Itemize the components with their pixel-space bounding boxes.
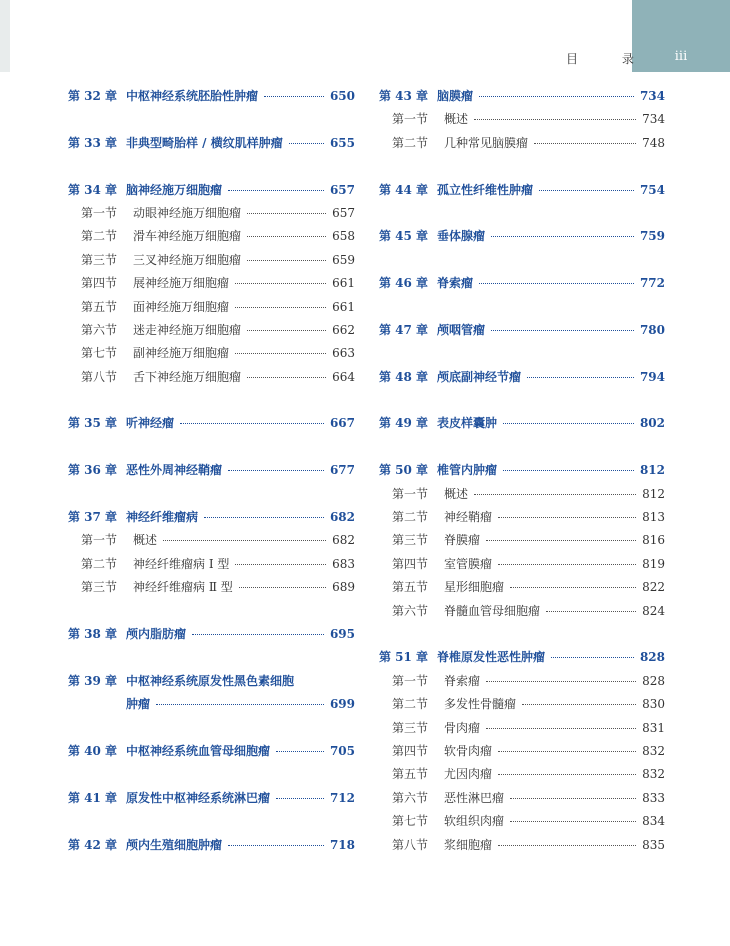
toc-leader-dots bbox=[498, 750, 636, 752]
toc-entry-title: 多发性骨髓瘤 bbox=[444, 697, 517, 712]
toc-entry-number: 第 48 章 bbox=[379, 369, 429, 384]
toc-entry-number: 第 43 章 bbox=[379, 89, 429, 103]
toc-entry-title: 脑膜瘤 bbox=[437, 89, 474, 103]
toc-entry-title: 三叉神经施万细胞瘤 bbox=[133, 252, 242, 267]
toc-entry-title: 舌下神经施万细胞瘤 bbox=[133, 369, 242, 384]
toc-entry-page: 812 bbox=[642, 486, 665, 501]
toc-leader-dots bbox=[546, 610, 636, 612]
toc-entry-title: 神经鞘瘤 bbox=[444, 510, 493, 525]
toc-leader-dots bbox=[247, 235, 326, 237]
toc-chapter-entry[interactable] bbox=[68, 461, 355, 484]
toc-entry-number: 第四节 bbox=[81, 276, 118, 291]
toc-section-entry[interactable] bbox=[379, 789, 665, 812]
toc-section-entry[interactable] bbox=[68, 368, 355, 391]
toc-entry-page: 816 bbox=[642, 533, 665, 548]
toc-entry-title: 中枢神经系统原发性黑色素细胞 bbox=[126, 673, 295, 688]
toc-leader-dots bbox=[247, 212, 326, 214]
toc-entry-number: 第四节 bbox=[392, 556, 429, 571]
toc-entry-page: 813 bbox=[642, 510, 665, 525]
toc-entry-number: 第 51 章 bbox=[379, 650, 429, 665]
toc-spacer bbox=[68, 110, 355, 133]
toc-chapter-entry[interactable] bbox=[379, 648, 665, 671]
toc-left-column bbox=[68, 87, 355, 859]
toc-chapter-entry[interactable] bbox=[68, 134, 355, 157]
toc-entry-number: 第 36 章 bbox=[68, 463, 118, 478]
toc-entry-number: 第五节 bbox=[392, 767, 429, 782]
toc-section-entry[interactable] bbox=[379, 836, 665, 859]
toc-entry-page: 662 bbox=[332, 322, 355, 337]
toc-chapter-entry[interactable] bbox=[379, 227, 665, 250]
toc-leader-dots bbox=[522, 703, 636, 705]
toc-spacer bbox=[68, 602, 355, 625]
toc-section-entry[interactable] bbox=[379, 719, 665, 742]
toc-entry-page: 657 bbox=[332, 205, 355, 220]
toc-entry-number: 第 32 章 bbox=[68, 89, 118, 103]
toc-entry-title: 迷走神经施万细胞瘤 bbox=[133, 322, 242, 337]
toc-entry-page: 658 bbox=[332, 229, 355, 244]
toc-entry-page: 759 bbox=[639, 229, 665, 244]
toc-leader-dots bbox=[486, 680, 636, 682]
toc-entry-page: 802 bbox=[639, 416, 665, 431]
toc-entry-title: 听神经瘤 bbox=[126, 416, 175, 431]
toc-entry-number: 第 42 章 bbox=[68, 837, 118, 852]
toc-entry-number: 第三节 bbox=[392, 533, 429, 548]
toc-chapter-entry[interactable] bbox=[68, 181, 355, 204]
toc-section-entry[interactable] bbox=[68, 555, 355, 578]
toc-section-entry[interactable] bbox=[68, 344, 355, 367]
toc-entry-title: 概述 bbox=[133, 533, 158, 548]
toc-entry-page: 748 bbox=[642, 135, 665, 150]
toc-entry-title: 肿瘤 bbox=[126, 697, 151, 712]
toc-entry-number: 第七节 bbox=[392, 814, 429, 829]
toc-entry-page: 772 bbox=[639, 276, 665, 291]
toc-leader-dots bbox=[247, 259, 326, 261]
toc-leader-dots bbox=[474, 493, 636, 495]
toc-entry-number: 第一节 bbox=[392, 112, 429, 127]
toc-spacer bbox=[379, 157, 665, 180]
toc-entry-number: 第 45 章 bbox=[379, 229, 429, 244]
toc-leader-dots bbox=[486, 727, 636, 729]
toc-entry-title: 软骨肉瘤 bbox=[444, 743, 493, 758]
toc-entry-number: 第 34 章 bbox=[68, 182, 118, 197]
toc-entry-number: 第五节 bbox=[81, 299, 118, 314]
toc-entry-page: 667 bbox=[329, 416, 355, 431]
toc-section-entry[interactable] bbox=[379, 812, 665, 835]
toc-entry-page: 689 bbox=[332, 580, 355, 595]
toc-entry-number: 第二节 bbox=[392, 510, 429, 525]
toc-entry-page: 661 bbox=[332, 299, 355, 314]
toc-entry-page: 718 bbox=[329, 837, 355, 852]
toc-spacer bbox=[379, 438, 665, 461]
toc-spacer bbox=[68, 438, 355, 461]
toc-entry-page: 831 bbox=[642, 720, 665, 735]
toc-leader-dots bbox=[479, 282, 634, 284]
toc-entry-page: 655 bbox=[329, 135, 355, 150]
toc-section-entry[interactable] bbox=[68, 578, 355, 601]
toc-leader-dots bbox=[534, 142, 636, 144]
toc-entry-page: 663 bbox=[332, 346, 355, 361]
toc-spacer bbox=[379, 251, 665, 274]
toc-section-entry[interactable] bbox=[68, 531, 355, 554]
toc-section-entry[interactable] bbox=[379, 765, 665, 788]
toc-entry-number: 第 39 章 bbox=[68, 673, 118, 688]
toc-entry-number: 第 38 章 bbox=[68, 626, 118, 641]
toc-entry-title: 展神经施万细胞瘤 bbox=[133, 276, 230, 291]
toc-leader-dots bbox=[163, 539, 326, 541]
toc-leader-dots bbox=[289, 142, 324, 144]
toc-spacer bbox=[379, 391, 665, 414]
toc-entry-title: 非典型畸胎样 / 横纹肌样肿瘤 bbox=[126, 135, 283, 150]
toc-section-entry[interactable] bbox=[379, 485, 665, 508]
toc-leader-dots bbox=[474, 118, 636, 120]
toc-entry-title: 中枢神经系统胚胎性肿瘤 bbox=[126, 89, 259, 103]
toc-entry-page: 734 bbox=[642, 112, 665, 127]
toc-entry-page: 682 bbox=[332, 533, 355, 548]
toc-leader-dots bbox=[503, 469, 634, 471]
toc-chapter-entry[interactable] bbox=[68, 836, 355, 859]
toc-entry-page: 822 bbox=[642, 580, 665, 595]
toc-entry-number: 第一节 bbox=[81, 205, 118, 220]
toc-entry-title: 脊膜瘤 bbox=[444, 533, 481, 548]
toc-entry-number: 第六节 bbox=[392, 790, 429, 805]
toc-entry-number: 第二节 bbox=[81, 229, 118, 244]
toc-spacer bbox=[68, 157, 355, 180]
toc-chapter-entry[interactable] bbox=[68, 789, 355, 812]
toc-entry-title: 原发性中枢神经系统淋巴瘤 bbox=[126, 790, 271, 805]
toc-entry-title: 颅内生殖细胞肿瘤 bbox=[126, 837, 223, 852]
toc-entry-title: 软组织肉瘤 bbox=[444, 814, 505, 829]
toc-section-entry[interactable] bbox=[379, 602, 665, 625]
toc-entry-title: 尤因肉瘤 bbox=[444, 767, 493, 782]
toc-entry-title: 恶性外周神经鞘瘤 bbox=[126, 463, 223, 478]
toc-leader-dots bbox=[276, 750, 324, 752]
toc-section-entry[interactable] bbox=[379, 555, 665, 578]
toc-entry-page: 661 bbox=[332, 276, 355, 291]
toc-entry-page: 699 bbox=[329, 697, 355, 712]
toc-entry-title: 几种常见脑膜瘤 bbox=[444, 135, 529, 150]
toc-entry-number: 第七节 bbox=[81, 346, 118, 361]
toc-entry-number: 第八节 bbox=[392, 837, 429, 852]
toc-entry-title: 孤立性纤维性肿瘤 bbox=[437, 182, 534, 197]
toc-leader-dots bbox=[539, 189, 634, 191]
toc-entry-title: 表皮样囊肿 bbox=[437, 416, 498, 431]
toc-leader-dots bbox=[235, 563, 326, 565]
toc-entry-number: 第四节 bbox=[392, 743, 429, 758]
toc-chapter-entry[interactable] bbox=[379, 321, 665, 344]
toc-entry-number: 第二节 bbox=[81, 556, 118, 571]
toc-leader-dots bbox=[239, 586, 326, 588]
toc-entry-number: 第 46 章 bbox=[379, 276, 429, 291]
toc-leader-dots bbox=[510, 586, 636, 588]
toc-section-entry[interactable] bbox=[68, 204, 355, 227]
toc-spacer bbox=[379, 625, 665, 648]
toc-entry-number: 第二节 bbox=[392, 697, 429, 712]
toc-entry-number: 第 49 章 bbox=[379, 416, 429, 431]
toc-leader-dots bbox=[228, 469, 324, 471]
toc-entry-title: 神经纤维瘤病 Ⅱ 型 bbox=[133, 580, 233, 595]
toc-entry-page: 677 bbox=[329, 463, 355, 478]
toc-leader-dots bbox=[486, 539, 636, 541]
toc-entry-title: 滑车神经施万细胞瘤 bbox=[133, 229, 242, 244]
toc-leader-dots bbox=[510, 797, 636, 799]
toc-section-entry[interactable] bbox=[379, 508, 665, 531]
toc-entry-page: 705 bbox=[329, 743, 355, 758]
toc-entry-number: 第 35 章 bbox=[68, 416, 118, 431]
toc-leader-dots bbox=[235, 352, 326, 354]
toc-entry-page: 683 bbox=[332, 556, 355, 571]
toc-entry-page: 712 bbox=[329, 790, 355, 805]
toc-leader-dots bbox=[498, 563, 636, 565]
toc-entry-number: 第三节 bbox=[81, 252, 118, 267]
toc-chapter-entry-continued[interactable] bbox=[68, 695, 355, 718]
toc-leader-dots bbox=[228, 189, 324, 191]
toc-leader-dots bbox=[479, 95, 634, 97]
toc-entry-page: 834 bbox=[642, 814, 665, 829]
toc-entry-title: 颅底副神经节瘤 bbox=[437, 369, 522, 384]
toc-entry-number: 第五节 bbox=[392, 580, 429, 595]
toc-entry-page: 819 bbox=[642, 556, 665, 571]
toc-entry-page: 794 bbox=[639, 369, 665, 384]
toc-entry-page: 664 bbox=[332, 369, 355, 384]
toc-chapter-entry[interactable] bbox=[379, 181, 665, 204]
toc-entry-title: 面神经施万细胞瘤 bbox=[133, 299, 230, 314]
toc-entry-number: 第三节 bbox=[392, 720, 429, 735]
toc-section-entry[interactable] bbox=[379, 742, 665, 765]
toc-leader-dots bbox=[527, 376, 634, 378]
toc-entry-page: 832 bbox=[642, 767, 665, 782]
toc-section-entry[interactable] bbox=[68, 298, 355, 321]
toc-entry-number: 第六节 bbox=[81, 322, 118, 337]
toc-entry-page: 695 bbox=[329, 626, 355, 641]
toc-entry-page: 828 bbox=[642, 673, 665, 688]
toc-entry-number: 第 47 章 bbox=[379, 322, 429, 337]
toc-chapter-entry[interactable] bbox=[68, 742, 355, 765]
toc-leader-dots bbox=[491, 329, 634, 331]
toc-section-entry[interactable] bbox=[379, 672, 665, 695]
toc-spacer bbox=[68, 391, 355, 414]
toc-entry-page: 824 bbox=[642, 603, 665, 618]
toc-entry-title: 概述 bbox=[444, 486, 469, 501]
toc-entry-title: 脑神经施万细胞瘤 bbox=[126, 182, 223, 197]
toc-entry-title: 动眼神经施万细胞瘤 bbox=[133, 205, 242, 220]
toc-leader-dots bbox=[503, 422, 634, 424]
toc-chapter-entry[interactable] bbox=[379, 461, 665, 484]
toc-entry-title: 椎管内肿瘤 bbox=[437, 463, 498, 478]
toc-spacer bbox=[68, 719, 355, 742]
toc-leader-dots bbox=[180, 422, 324, 424]
toc-chapter-entry[interactable] bbox=[68, 414, 355, 437]
toc-entry-number: 第 33 章 bbox=[68, 135, 118, 150]
toc-spacer bbox=[379, 204, 665, 227]
toc-entry-number: 第 41 章 bbox=[68, 790, 118, 805]
toc-entry-title: 星形细胞瘤 bbox=[444, 580, 505, 595]
toc-entry-title: 骨肉瘤 bbox=[444, 720, 481, 735]
toc-entry-title: 神经纤维瘤病 bbox=[126, 510, 199, 525]
toc-entry-number: 第 44 章 bbox=[379, 182, 429, 197]
toc-entry-title: 中枢神经系统血管母细胞瘤 bbox=[126, 743, 271, 758]
toc-leader-dots bbox=[551, 656, 634, 658]
toc-entry-page: 835 bbox=[642, 837, 665, 852]
toc-section-entry[interactable] bbox=[379, 578, 665, 601]
page-number: iii bbox=[674, 49, 688, 64]
toc-spacer bbox=[379, 298, 665, 321]
toc-section-entry[interactable] bbox=[68, 251, 355, 274]
toc-entry-number: 第一节 bbox=[81, 533, 118, 548]
toc-entry-title: 颅内脂肪瘤 bbox=[126, 626, 187, 641]
toc-leader-dots bbox=[498, 516, 636, 518]
toc-chapter-entry[interactable] bbox=[379, 368, 665, 391]
toc-entry-title: 脊索瘤 bbox=[444, 673, 481, 688]
toc-chapter-entry[interactable] bbox=[68, 672, 355, 695]
toc-chapter-entry[interactable] bbox=[68, 508, 355, 531]
toc-entry-title: 神经纤维瘤病 Ⅰ 型 bbox=[133, 556, 230, 571]
page-edge-tab bbox=[0, 0, 10, 72]
toc-entry-title: 恶性淋巴瘤 bbox=[444, 790, 505, 805]
toc-entry-number: 第 37 章 bbox=[68, 510, 118, 525]
toc-entry-title: 垂体腺瘤 bbox=[437, 229, 486, 244]
toc-chapter-entry[interactable] bbox=[379, 87, 665, 110]
running-header-title: 目 录 bbox=[566, 52, 654, 66]
toc-entry-page: 659 bbox=[332, 252, 355, 267]
toc-chapter-entry[interactable] bbox=[379, 414, 665, 437]
toc-entry-page: 657 bbox=[329, 182, 355, 197]
toc-leader-dots bbox=[498, 773, 636, 775]
toc-leader-dots bbox=[498, 844, 636, 846]
toc-entry-title: 浆细胞瘤 bbox=[444, 837, 493, 852]
toc-entry-number: 第 50 章 bbox=[379, 463, 429, 478]
toc-entry-page: 734 bbox=[639, 89, 665, 103]
toc-leader-dots bbox=[156, 703, 324, 705]
toc-leader-dots bbox=[510, 820, 636, 822]
toc-entry-page: 828 bbox=[639, 650, 665, 665]
toc-chapter-entry[interactable] bbox=[68, 625, 355, 648]
toc-spacer bbox=[68, 648, 355, 671]
toc-leader-dots bbox=[192, 633, 324, 635]
toc-entry-title: 室管膜瘤 bbox=[444, 556, 493, 571]
toc-entry-page: 830 bbox=[642, 697, 665, 712]
toc-entry-page: 833 bbox=[642, 790, 665, 805]
toc-spacer bbox=[68, 485, 355, 508]
toc-entry-title: 脊椎原发性恶性肿瘤 bbox=[437, 650, 546, 665]
toc-section-entry[interactable] bbox=[379, 695, 665, 718]
toc-entry-number: 第一节 bbox=[392, 673, 429, 688]
toc-leader-dots bbox=[264, 95, 324, 97]
toc-chapter-entry[interactable] bbox=[68, 87, 355, 110]
toc-leader-dots bbox=[276, 797, 324, 799]
toc-section-entry[interactable] bbox=[68, 321, 355, 344]
toc-section-entry[interactable] bbox=[68, 274, 355, 297]
toc-leader-dots bbox=[247, 376, 326, 378]
toc-section-entry[interactable] bbox=[379, 531, 665, 554]
toc-leader-dots bbox=[235, 306, 326, 308]
toc-entry-number: 第六节 bbox=[392, 603, 429, 618]
toc-leader-dots bbox=[228, 844, 324, 846]
toc-leader-dots bbox=[204, 516, 324, 518]
toc-section-entry[interactable] bbox=[379, 134, 665, 157]
toc-section-entry[interactable] bbox=[68, 227, 355, 250]
toc-section-entry[interactable] bbox=[379, 110, 665, 133]
toc-spacer bbox=[379, 344, 665, 367]
toc-entry-title: 颅咽管瘤 bbox=[437, 322, 486, 337]
toc-entry-number: 第一节 bbox=[392, 486, 429, 501]
toc-entry-number: 第八节 bbox=[81, 369, 118, 384]
toc-spacer bbox=[68, 765, 355, 788]
toc-entry-title: 脊髓血管母细胞瘤 bbox=[444, 603, 541, 618]
toc-entry-title: 脊索瘤 bbox=[437, 276, 474, 291]
toc-right-column bbox=[379, 87, 665, 859]
toc-chapter-entry[interactable] bbox=[379, 274, 665, 297]
toc-entry-number: 第二节 bbox=[392, 135, 429, 150]
toc-entry-page: 832 bbox=[642, 743, 665, 758]
toc-entry-page: 682 bbox=[329, 510, 355, 525]
toc-entry-number: 第 40 章 bbox=[68, 743, 118, 758]
toc-entry-page: 650 bbox=[329, 89, 355, 103]
toc-spacer bbox=[68, 812, 355, 835]
toc-leader-dots bbox=[491, 235, 634, 237]
toc-entry-page: 780 bbox=[639, 322, 665, 337]
toc-entry-page: 754 bbox=[639, 182, 665, 197]
toc-entry-title: 概述 bbox=[444, 112, 469, 127]
toc-entry-title: 副神经施万细胞瘤 bbox=[133, 346, 230, 361]
toc-entry-number: 第三节 bbox=[81, 580, 118, 595]
toc-entry-page: 812 bbox=[639, 463, 665, 478]
toc-leader-dots bbox=[235, 282, 326, 284]
toc-leader-dots bbox=[247, 329, 326, 331]
